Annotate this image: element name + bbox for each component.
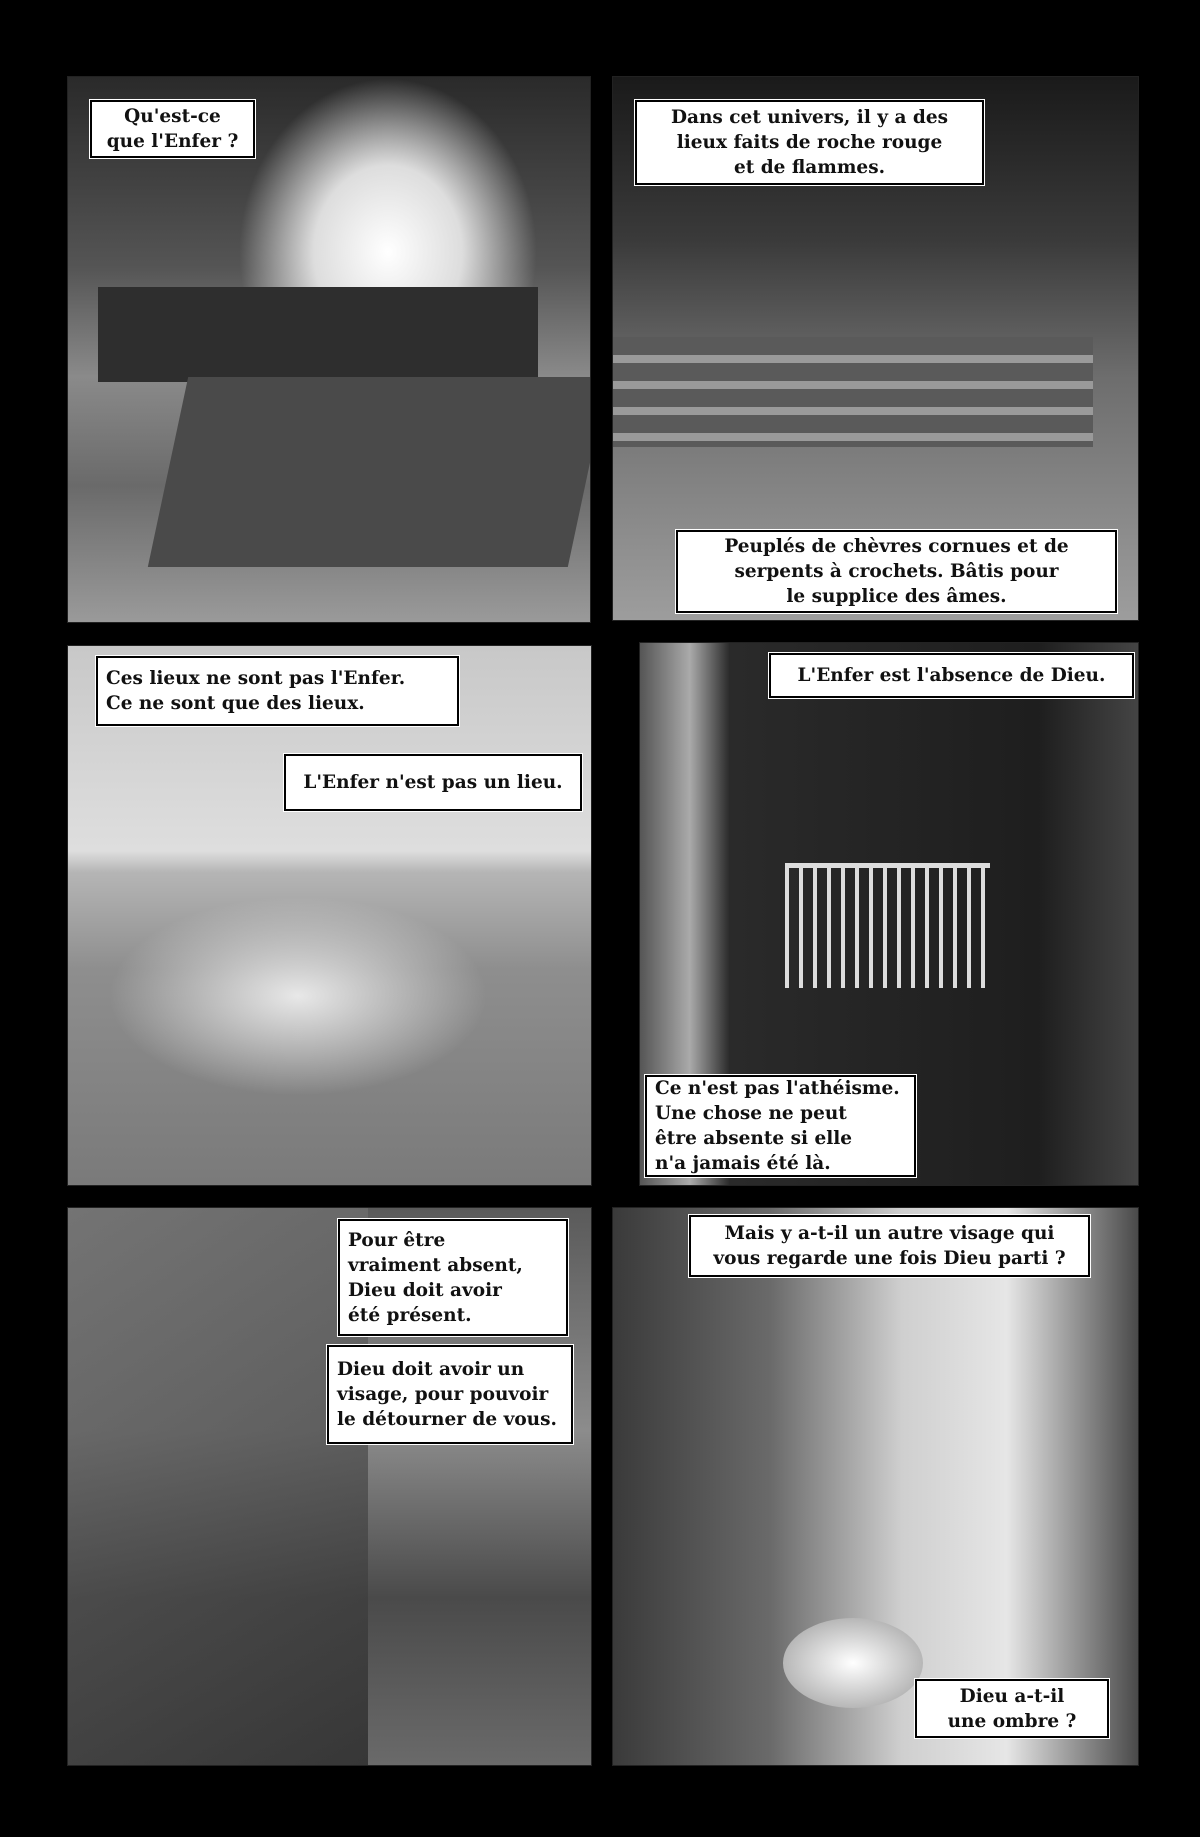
caption-line: Dieu a-t-il [959,1685,1065,1707]
caption [676,530,1117,613]
crib-art [785,863,990,988]
caption [284,754,582,811]
panel-burning-house [67,76,591,623]
caption-line: une ombre ? [947,1710,1077,1732]
caption [769,653,1134,698]
caption-line: vous regarde une fois Dieu parti ? [713,1248,1066,1269]
caption-line: Ces lieux ne sont pas l'Enfer. [106,668,406,689]
bench-art [613,337,1093,447]
caption-line: lieux faits de roche rouge [676,132,943,153]
skeleton-art [108,896,488,1096]
caption-line: Dans cet univers, il y a des [670,107,949,128]
caption-line: L'Enfer est l'absence de Dieu. [797,665,1106,686]
caption [90,100,255,158]
caption-line: été présent. [348,1304,472,1326]
caption-line: être absente si elle [655,1128,853,1149]
caption-line: Ce n'est pas l'athéisme. [655,1078,900,1099]
caption-line: visage, pour pouvoir [337,1384,549,1405]
caption [338,1219,568,1336]
caption-line: n'a jamais été là. [655,1153,831,1174]
lawn-tricycle-art [148,377,591,567]
caption-line: Qu'est-ce [124,106,221,127]
caption-line: serpents à crochets. Bâtis pour [734,561,1059,582]
caption [689,1215,1090,1277]
house-art [98,287,538,382]
caption-line: Dieu doit avoir [348,1279,502,1301]
caption-line: Ce ne sont que des lieux. [106,693,365,714]
caption-line: et de flammes. [733,157,886,178]
caption-line: le supplice des âmes. [786,586,1007,607]
caption-line: L'Enfer n'est pas un lieu. [303,772,563,793]
caption-line: vraiment absent, [348,1254,523,1276]
caption [645,1075,916,1177]
caption [327,1345,573,1444]
caption-line: Une chose ne peut [655,1103,847,1124]
caption-line: Dieu doit avoir un [337,1359,525,1380]
caption [915,1679,1109,1738]
panel-wasteland [67,645,592,1186]
caption-line: Mais y a-t-il un autre visage qui [724,1223,1055,1244]
caption-line: Peuplés de chèvres cornues et de [724,536,1069,557]
caption [96,656,459,726]
caption-line: Pour être [348,1229,446,1251]
caption-line: le détourner de vous. [337,1409,557,1430]
birthday-cake-art [783,1618,923,1708]
truck-wreck-art [68,1208,368,1765]
caption [635,100,984,185]
caption-line: que l'Enfer ? [106,131,239,152]
